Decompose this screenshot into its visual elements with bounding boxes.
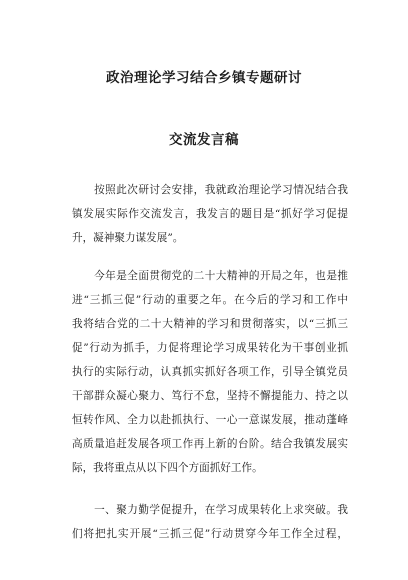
paragraph-intro xyxy=(72,178,348,250)
paragraph-overview xyxy=(72,264,348,480)
paragraph-line: 升，凝神聚力谋发展”。 xyxy=(72,232,184,244)
paragraph-line: 促”行动为抓手，力促将理论学习成果转化为干事创业抓 xyxy=(72,342,348,354)
paragraph-line: 际，我将重点从以下四个方面抓好工作。 xyxy=(72,462,263,474)
paragraph-line: 一、聚力勤学促提升，在学习成果转化上求突破。我 xyxy=(72,504,348,516)
paragraph-line: 镇发展实际作交流发言，我发言的题目是“抓好学习促提 xyxy=(72,208,348,220)
paragraph-line: 进“三抓三促”行动的重要之年。在今后的学习和工作中 xyxy=(72,294,348,306)
document-title: 政治理论学习结合乡镇专题研讨 xyxy=(106,70,302,86)
paragraph-line: 高质量追赶发展各项工作再上新的台阶。结合我镇发展实 xyxy=(72,438,348,450)
paragraph-line: 们将把扎实开展“三抓三促”行动贯穿今年工作全过程， xyxy=(72,528,348,540)
paragraph-line: 今年是全面贯彻党的二十大精神的开局之年，也是推 xyxy=(72,270,348,282)
paragraph-line: 我将结合党的二十大精神的学习和贯彻落实，以“三抓三 xyxy=(72,318,348,330)
document-subtitle: 交流发言稿 xyxy=(169,132,239,148)
paragraph-line: 恒转作风、全力以赴抓执行、一心一意谋发展，推动蓬峰 xyxy=(72,414,348,426)
paragraph-section-one xyxy=(72,498,348,546)
paragraph-line: 执行的实际行动，认真抓实抓好各项工作，引导全镇党员 xyxy=(72,366,348,378)
paragraph-line: 干部群众凝心聚力、笃行不怠，坚持不懈提能力、持之以 xyxy=(72,390,348,402)
paragraph-line: 按照此次研讨会安排，我就政治理论学习情况结合我 xyxy=(72,184,348,196)
